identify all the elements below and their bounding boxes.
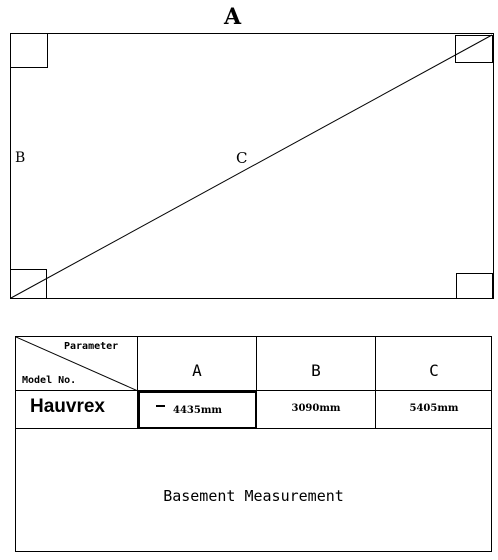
corner-square-bottom-right <box>457 274 493 299</box>
value-b-cell <box>257 391 376 429</box>
label-b: B <box>15 150 26 166</box>
column-header-b: B <box>257 337 376 391</box>
column-header-a: A <box>138 337 257 391</box>
corner-square-top-left <box>11 34 48 68</box>
model-name: Hauvrex <box>30 396 105 417</box>
header-parameter-cell <box>16 337 138 391</box>
value-b: 3090mm <box>291 403 341 414</box>
model-no-label: Model No. <box>22 375 77 386</box>
value-c: 5405mm <box>409 403 459 414</box>
diagonal-line <box>11 35 492 298</box>
caption: Basement Measurement <box>163 487 344 505</box>
model-name-cell <box>16 391 138 429</box>
label-c: C <box>236 149 248 167</box>
column-header-c: C <box>376 337 492 391</box>
value-a-cell <box>138 391 257 429</box>
value-a: 4435mm <box>173 405 222 416</box>
measurement-table <box>15 336 492 552</box>
corner-square-top-right <box>456 36 493 63</box>
value-c-cell <box>376 391 492 429</box>
corner-square-bottom-left <box>11 270 47 299</box>
label-a: A <box>224 4 242 30</box>
parameter-label: Parameter <box>64 341 119 352</box>
